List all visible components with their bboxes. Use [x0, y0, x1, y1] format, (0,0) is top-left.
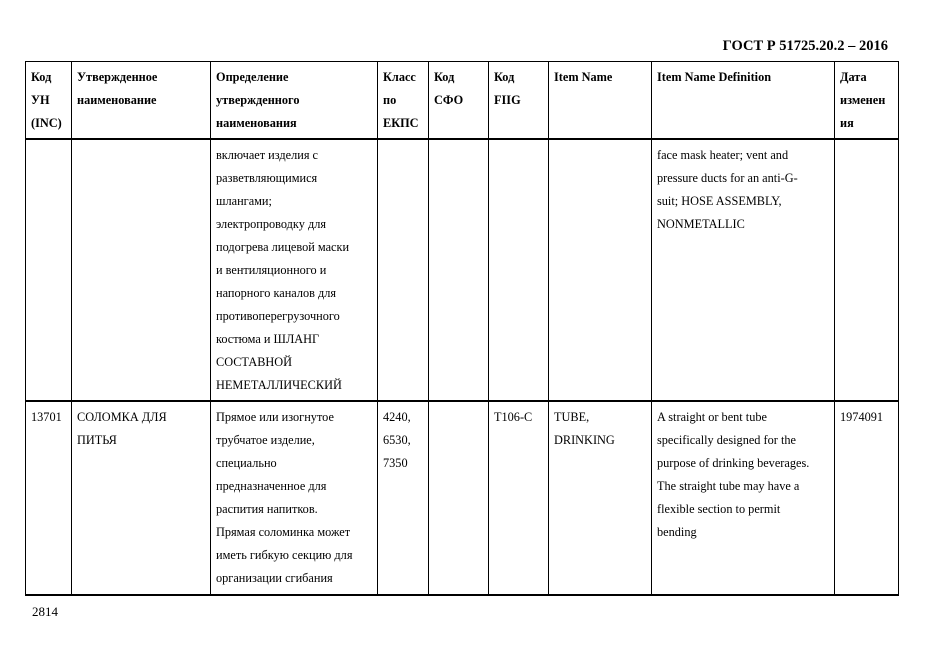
cell-text-line: bending: [657, 525, 697, 539]
cell-text-line: НЕМЕТАЛЛИЧЕСКИЙ: [216, 378, 342, 392]
cell-text-line: ия: [840, 116, 854, 130]
cell-text-line: организации сгибания: [216, 571, 333, 585]
cell-text-line: ЕКПС: [383, 116, 419, 130]
header-definition: [211, 62, 378, 140]
cell-text-line: 7350: [383, 456, 408, 470]
cell-date-changed: 1974091: [835, 401, 899, 595]
cell-text-line: электропроводку для: [216, 217, 327, 231]
cell-text-line: противоперегрузочного: [216, 309, 340, 323]
cell-text-line: FIIG: [494, 93, 521, 107]
cell-text-line: TUBE,: [554, 410, 590, 424]
cell-text-line: Прямая соломинка может: [216, 525, 351, 539]
cell-text-line: утвержденного: [216, 93, 300, 107]
cell-text-line: трубчатое изделие,: [216, 433, 315, 447]
cell-text-line: включает изделия с: [216, 148, 319, 162]
header-sfo-code: [429, 62, 489, 140]
standard-title: ГОСТ Р 51725.20.2 – 2016: [722, 38, 888, 54]
header-item-name: [549, 62, 652, 140]
cell-text-line: Код: [31, 70, 52, 84]
cell-text-line: Прямое или изогнутое: [216, 410, 334, 424]
cell-text-line: наименование: [77, 93, 157, 107]
header-inc-code: [26, 62, 72, 140]
cell-text-line: specifically designed for the: [657, 433, 796, 447]
table-row-13701: [26, 401, 899, 595]
cell-text-line: предназначенное для: [216, 479, 327, 493]
cell-text-line: подогрева лицевой маски: [216, 240, 350, 254]
cell-text-line: NONMETALLIC: [657, 217, 745, 231]
cell-text-line: УН: [31, 93, 50, 107]
cell-fiig-code: [489, 139, 549, 401]
table-header-row: [26, 62, 899, 140]
cell-definition: [211, 401, 378, 595]
cell-text-line: purpose of drinking beverages.: [657, 456, 810, 470]
cell-text-line: Дата: [840, 70, 867, 84]
cell-inc: [26, 139, 72, 401]
gost-catalog-table: [25, 61, 899, 596]
cell-text-line: (INC): [31, 116, 62, 130]
cell-text-line: костюма и ШЛАНГ: [216, 332, 320, 346]
cell-text-line: Item Name Definition: [657, 70, 772, 84]
cell-text-line: Item Name: [554, 70, 613, 84]
cell-text-line: Класс: [383, 70, 416, 84]
cell-text-line: A straight or bent tube: [657, 410, 767, 424]
cell-text-line: pressure ducts for an anti-G-: [657, 171, 798, 185]
cell-text-line: СОЛОМКА ДЛЯ: [77, 410, 167, 424]
cell-sfo-code: [429, 139, 489, 401]
cell-class: [378, 139, 429, 401]
cell-text-line: ПИТЬЯ: [77, 433, 117, 447]
cell-text-line: The straight tube may have a: [657, 479, 800, 493]
cell-text-line: Код: [494, 70, 515, 84]
cell-text-line: flexible section to permit: [657, 502, 781, 516]
cell-text-line: face mask heater; vent and: [657, 148, 789, 162]
cell-text-line: suit; HOSE ASSEMBLY,: [657, 194, 782, 208]
cell-text-line: и вентиляционного и: [216, 263, 327, 277]
cell-text-line: 4240,: [383, 410, 411, 424]
cell-sfo-code: [429, 401, 489, 595]
cell-text-line: СОСТАВНОЙ: [216, 355, 293, 369]
cell-approved-name: [72, 139, 211, 401]
cell-definition: [211, 139, 378, 401]
cell-fiig-code: T106-C: [489, 401, 549, 595]
cell-date-changed: [835, 139, 899, 401]
cell-text-line: DRINKING: [554, 433, 615, 447]
cell-text-line: специально: [216, 456, 277, 470]
header-approved-name: [72, 62, 211, 140]
page-number: 2814: [32, 604, 58, 619]
cell-text-line: по: [383, 93, 397, 107]
header-fiig-code: [489, 62, 549, 140]
header-class: [378, 62, 429, 140]
cell-approved-name: [72, 401, 211, 595]
cell-text-line: напорного каналов для: [216, 286, 337, 300]
cell-text-line: наименования: [216, 116, 297, 130]
cell-item-name-definition: [652, 139, 835, 401]
table-row-continuation: [26, 139, 899, 401]
cell-text-line: иметь гибкую секцию для: [216, 548, 353, 562]
cell-text-line: СФО: [434, 93, 464, 107]
cell-text-line: Утвержденное: [77, 70, 158, 84]
cell-text-line: шлангами;: [216, 194, 272, 208]
cell-text-line: распития напитков.: [216, 502, 318, 516]
cell-text-line: Определение: [216, 70, 289, 84]
cell-item-name-definition: [652, 401, 835, 595]
cell-class: [378, 401, 429, 595]
cell-inc: 13701: [26, 401, 72, 595]
cell-item-name: [549, 401, 652, 595]
header-date-changed: [835, 62, 899, 140]
cell-text-line: Код: [434, 70, 455, 84]
cell-text-line: 6530,: [383, 433, 411, 447]
cell-item-name: [549, 139, 652, 401]
cell-text-line: разветвляющимися: [216, 171, 318, 185]
cell-text-line: изменен: [840, 93, 886, 107]
header-item-name-definition: [652, 62, 835, 140]
